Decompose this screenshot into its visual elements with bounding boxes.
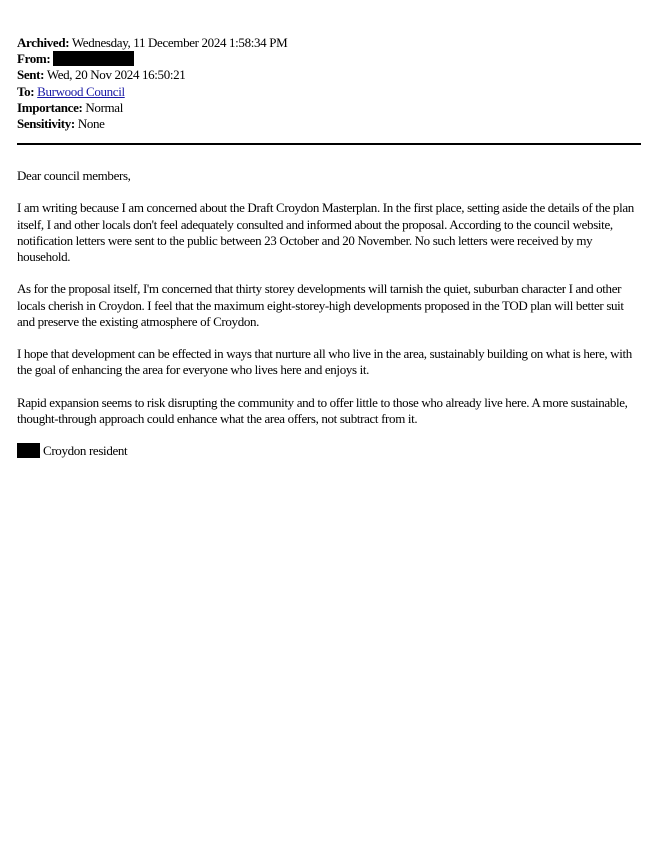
email-body [17, 168, 641, 476]
from-label: From: [17, 51, 51, 67]
sensitivity-value: None [77, 115, 105, 131]
sent-value: Wed, 20 Nov 2024 16:50:21 [46, 67, 186, 83]
greeting: Dear council members, [17, 168, 131, 183]
signature-line [17, 443, 641, 459]
to-row [17, 84, 637, 100]
sensitivity-row [17, 116, 637, 132]
sent-label: Sent: [17, 67, 45, 83]
body-paragraph-3: I hope that development can be effected in ways that nurture all who live in the area, sustainably building on what is here, with the goal of enhancing the area for everyone who lives here and enjoys it. [17, 346, 632, 378]
to-recipient-link[interactable]: Burwood Council [37, 83, 125, 99]
from-row [17, 51, 637, 67]
importance-row [17, 100, 637, 116]
archived-row [17, 35, 637, 51]
header-divider [17, 143, 641, 145]
signature-text: Croydon resident [43, 443, 128, 459]
sensitivity-label: Sensitivity: [17, 115, 75, 131]
body-paragraph-2: As for the proposal itself, I'm concerned that thirty storey developments will tarnish the quiet, suburban character I and other locals cherish in Croydon. I feel that the maximum eight-storey-high developments proposed in the TOD plan will better suit and preserve the existing atmosphere of Croydon. [17, 281, 624, 329]
body-paragraph-1: I am writing because I am concerned about the Draft Croydon Masterplan. In the first place, setting aside the details of the plan itself, I and other locals don't feel adequately consulted and informed about the proposal. According to the council website, notification letters were sent to the public between 23 October and 20 November. No such letters were received by my household. [17, 200, 634, 264]
redaction-block-signature [17, 443, 40, 458]
importance-value: Normal [85, 99, 123, 115]
email-headers [17, 35, 637, 132]
sent-row [17, 67, 637, 83]
archived-value: Wednesday, 11 December 2024 1:58:34 PM [71, 35, 288, 50]
body-paragraph-4: Rapid expansion seems to risk disrupting the community and to offer little to those who already live here. A more sustainable, thought-through approach could enhance what the area offers, not subtract from it. [17, 394, 628, 426]
to-label: To: [17, 83, 35, 99]
redaction-block-sender [53, 51, 134, 66]
importance-label: Importance: [17, 99, 83, 115]
archived-label: Archived: [17, 35, 70, 50]
